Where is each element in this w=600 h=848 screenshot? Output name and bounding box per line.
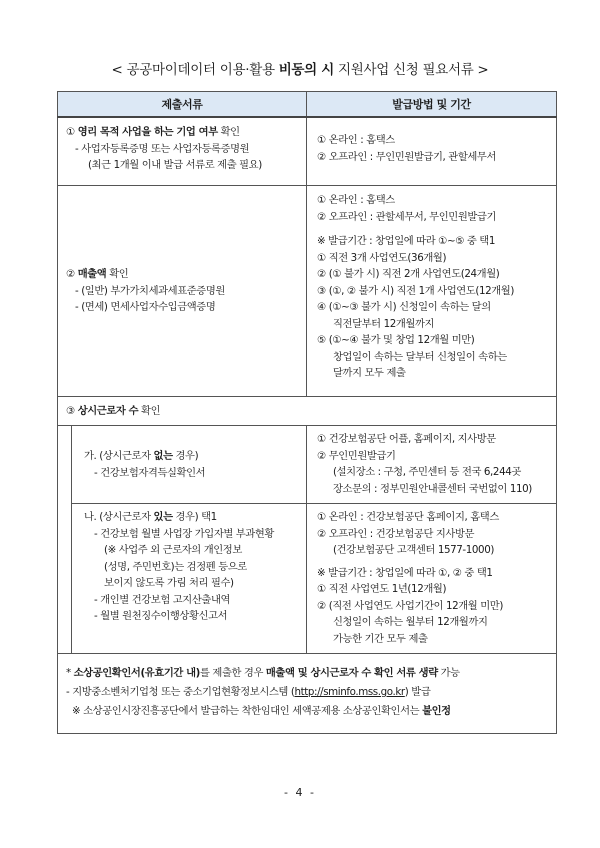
- list-item: ② 오프라인 : 무인민원발급기, 관할세무서: [317, 150, 497, 163]
- indent-spacer: [58, 504, 72, 654]
- list-item: - 건강보험 월별 사업장 가입자별 부과현황: [94, 527, 274, 540]
- section3b-label: 나. (상시근로자 있는 경우) 택1: [84, 511, 217, 523]
- list-item: ① 건강보험공단 어플, 홈페이지, 지사방문: [317, 433, 496, 445]
- list-item: ④ (①~③ 불가 시) 신청일이 속하는 달의: [317, 301, 491, 313]
- list-item: ① 온라인 : 홈택스: [317, 194, 395, 206]
- section3-heading: ③ 상시근로자 수 확인: [66, 404, 161, 417]
- list-item: - 개인별 건강보험 고지산출내역: [94, 593, 231, 606]
- sminfo-link[interactable]: http://sminfo.mss.go.kr: [294, 686, 405, 698]
- list-item: ※ 발급기간 : 창업일에 따라 ①, ② 중 택1: [317, 566, 493, 579]
- section3a-label: 가. (상시근로자 없는 경우): [84, 450, 199, 462]
- table-row: [58, 426, 557, 504]
- list-item: - (일반) 부가가치세과세표준증명원: [75, 284, 225, 297]
- table-row: [58, 186, 557, 397]
- list-item: - 건강보험자격득실확인서: [94, 466, 206, 479]
- table-row: [58, 397, 557, 426]
- table-row: [58, 504, 557, 654]
- list-item: (설치장소 : 구청, 주민센터 등 전국 6,244곳: [333, 466, 521, 478]
- table-header-row: [58, 92, 557, 118]
- section2-method: [307, 186, 557, 397]
- section2-docs: [58, 186, 307, 397]
- required-documents-table: [57, 91, 557, 734]
- list-item: 가능한 기간 모두 제출: [333, 632, 428, 645]
- list-item: ① 직전 3개 사업연도(36개월): [317, 251, 447, 264]
- section2-heading: ② 매출액 확인: [66, 268, 129, 281]
- footer-line-3: ※ 소상공인시장진흥공단에서 발급하는 착한임대인 세액공제용 소상공인확인서는 불인정: [72, 705, 451, 717]
- list-item: ② 무인민원발급기: [317, 449, 396, 462]
- header-submitted-documents: 제출서류: [58, 92, 307, 118]
- header-issuance-method: 발급방법 및 기간: [307, 92, 557, 118]
- section1-heading: ① 영리 목적 사업을 하는 기업 여부 확인: [66, 126, 240, 138]
- list-item: (※ 사업주 외 근로자의 개인정보: [104, 544, 242, 556]
- footer-line-2: - 지방중소벤처기업청 또는 중소기업현황정보시스템 (http://sminfo.mss.go.kr) 발급: [66, 686, 431, 698]
- list-item: ※ 발급기간 : 창업일에 따라 ①~⑤ 중 택1: [317, 235, 496, 247]
- section3-heading-cell: [58, 397, 557, 426]
- list-item: ① 온라인 : 건강보험공단 홈페이지, 홈택스: [317, 511, 499, 523]
- section3a-docs: [72, 426, 307, 504]
- list-item: 달까지 모두 제출: [333, 367, 406, 379]
- list-item: 창업일이 속하는 달부터 신청일이 속하는: [333, 350, 507, 363]
- list-item: (성명, 주민번호)는 검정펜 등으로: [104, 560, 247, 573]
- list-item: ⑤ (①~④ 불가 및 창업 12개월 미만): [317, 334, 475, 346]
- section3b-docs: [72, 504, 307, 654]
- list-item: ① 직전 사업연도 1년(12개월): [317, 583, 447, 595]
- page-number: - 4 -: [284, 786, 316, 799]
- list-item: (건강보험공단 고객센터 1577-1000): [333, 544, 494, 556]
- table-row: [58, 117, 557, 186]
- section1-method: [307, 117, 557, 186]
- list-item: 보이지 않도록 가림 처리 필수): [104, 577, 234, 589]
- table-row: [58, 654, 557, 734]
- indent-spacer: [58, 426, 72, 504]
- list-item: - (면세) 면세사업자수입금액증명: [75, 301, 216, 314]
- list-item: - 사업자등록증명 또는 사업자등록증명원: [75, 142, 250, 155]
- section3a-method: [307, 426, 557, 504]
- footer-note: [58, 654, 557, 734]
- document-title: < 공공마이데이터 이용·활용 비동의 시 지원사업 신청 필요서류 >: [111, 62, 489, 78]
- list-item: 장소문의 : 정부민원안내콜센터 국번없이 110): [333, 482, 532, 495]
- list-item: (최근 1개월 이내 발급 서류로 제출 필요): [88, 159, 262, 171]
- list-item: - 월별 원천징수이행상황신고서: [94, 610, 228, 622]
- list-item: ③ (①, ② 불가 시) 직전 1개 사업연도(12개월): [317, 284, 514, 297]
- list-item: ② (① 불가 시) 직전 2개 사업연도(24개월): [317, 268, 500, 280]
- list-item: ② (직전 사업연도 사업기간이 12개월 미만): [317, 599, 503, 612]
- list-item: ① 온라인 : 홈택스: [317, 134, 395, 146]
- list-item: 직전달부터 12개월까지: [333, 317, 435, 330]
- footer-line-1: * 소상공인확인서(유효기간 내)를 제출한 경우 매출액 및 상시근로자 수 확인 서류 생략 가능: [66, 667, 460, 679]
- list-item: ② 오프라인 : 건강보험공단 지사방문: [317, 527, 475, 540]
- section3b-method: [307, 504, 557, 654]
- list-item: ② 오프라인 : 관할세무서, 무인민원발급기: [317, 210, 497, 223]
- section1-docs: [58, 117, 307, 186]
- list-item: 신청일이 속하는 월부터 12개월까지: [333, 616, 488, 628]
